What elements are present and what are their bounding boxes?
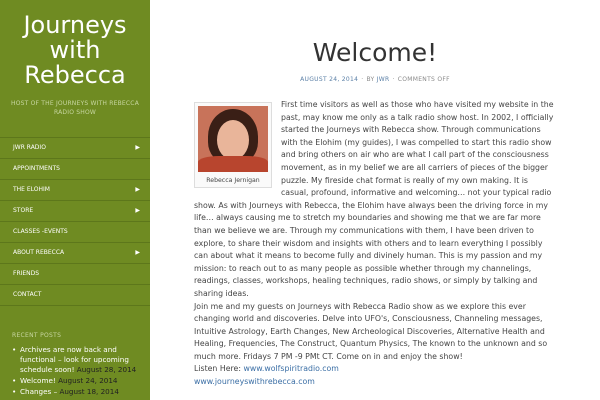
meta-separator: · xyxy=(361,76,364,83)
menu-item-jwr-radio[interactable] xyxy=(0,138,150,159)
recent-post-date: August 18, 2014 xyxy=(59,387,119,396)
recent-post-separator: – xyxy=(53,387,58,396)
post-paragraph: First time visitors as well as those who have visited my website in the past, may know me only as a talk radio show host. In 2002, I officially started the Journeys with Rebecca show. Through communications with the Elohim (my guides), I was compelled to start this radio show and bring others on air who are what I call part of the consciousness movement, as in my belief we are all carriers of pieces of the bigger puzzle. My fireside chat format is really of my own making. It is casual, profound, informative and welcoming… not your typical radio show. As with Journeys with Rebecca, the Elohim have always been the driving force in my life… always causing me to stretch my boundaries and showing me that we are far more than we believe we are. Through my communications with them, I have been driven to explore, to share their wisdom and insights with others and to learn everything I possibly can about what it means to become fully and divinely human. This is my passion and my mission: to reach out to as many people as possible whether through my channelings, readings, classes, workshops, healing techniques, radio shows, or simply by talking and sharing ideas. xyxy=(194,100,554,298)
main-content xyxy=(150,0,600,400)
recent-post-item xyxy=(12,376,144,386)
post-by-label: BY xyxy=(366,76,375,83)
site-title-line[interactable]: Journeys xyxy=(23,11,127,39)
menu-item-label: JWR RADIO xyxy=(13,144,46,151)
menu-item-about-rebecca[interactable] xyxy=(0,243,150,264)
website-line xyxy=(194,376,556,389)
post-comments: COMMENTS OFF xyxy=(397,76,450,83)
author-photo-figure xyxy=(194,102,272,188)
site-title-line[interactable]: with xyxy=(49,36,101,64)
menu-item-label: APPOINTMENTS xyxy=(13,165,60,172)
meta-separator: · xyxy=(392,76,395,83)
menu-item-label: ABOUT REBECCA xyxy=(13,249,65,256)
recent-posts-list xyxy=(12,345,144,397)
menu-item-store[interactable] xyxy=(0,201,150,222)
post-author[interactable]: JWR xyxy=(376,76,390,83)
post-content xyxy=(194,99,556,389)
recent-posts-heading: RECENT POSTS xyxy=(12,332,62,339)
menu-item-friends[interactable] xyxy=(0,264,150,285)
recent-post-item xyxy=(12,387,144,397)
website-link[interactable]: www.journeyswithrebecca.com xyxy=(194,377,315,387)
photo-face xyxy=(217,120,249,160)
submenu-arrow-icon: ▶ xyxy=(135,249,140,256)
recent-post-date: August 24, 2014 xyxy=(58,376,118,385)
recent-post-link[interactable]: Archives are now back and functional – look for upcoming schedule soon! xyxy=(20,345,129,374)
author-photo xyxy=(198,106,268,172)
menu-item-label: THE ELOHIM xyxy=(13,186,50,193)
menu-item-label: STORE xyxy=(13,207,34,214)
photo-caption: Rebecca Jernigan xyxy=(206,177,260,184)
menu-item-the-elohim[interactable] xyxy=(0,180,150,201)
recent-post-date: August 28, 2014 xyxy=(76,365,137,374)
post-meta xyxy=(150,76,600,83)
radio-link[interactable]: www.wolfspiritradio.com xyxy=(243,364,339,374)
menu-item-appointments[interactable] xyxy=(0,159,150,180)
photo-shirt xyxy=(198,156,268,172)
main-menu xyxy=(0,137,150,306)
site-title-line[interactable]: Rebecca xyxy=(24,61,126,89)
submenu-arrow-icon: ▶ xyxy=(135,144,140,151)
menu-item-label: CLASSES -EVENTS xyxy=(13,228,68,235)
recent-post-item xyxy=(12,345,144,375)
listen-line xyxy=(194,363,556,376)
menu-item-label: FRIENDS xyxy=(13,270,40,277)
menu-item-classes-events[interactable] xyxy=(0,222,150,243)
recent-post-link[interactable]: Welcome! xyxy=(20,376,56,385)
post-title: Welcome! xyxy=(312,38,438,67)
sidebar xyxy=(0,0,150,400)
site-title[interactable] xyxy=(0,13,150,88)
recent-post-link[interactable]: Changes xyxy=(20,387,52,396)
menu-item-label: CONTACT xyxy=(13,291,42,298)
submenu-arrow-icon: ▶ xyxy=(135,186,140,193)
submenu-arrow-icon: ▶ xyxy=(135,207,140,214)
post-date[interactable]: AUGUST 24, 2014 xyxy=(300,76,359,83)
listen-label: Listen Here: xyxy=(194,364,241,374)
post-paragraph: Join me and my guests on Journeys with Rebecca Radio show as we explore this ever changing world and discoveries. Delve into UFO's, Consciousness, Channeling messages, Intuitive Astrology, Earth Changes, New Archeological Discoveries, Alternative Health and Healing, Frequencies, The Construct, Quantum Physics, The known to the unknown and so much more. Fridays 7 PM -9 PMt CT. Come on in and enjoy the show! xyxy=(194,301,548,361)
menu-item-contact[interactable] xyxy=(0,285,150,306)
site-tagline: HOST OF THE JOURNEYS WITH REBECCA RADIO SHOW xyxy=(10,100,140,116)
